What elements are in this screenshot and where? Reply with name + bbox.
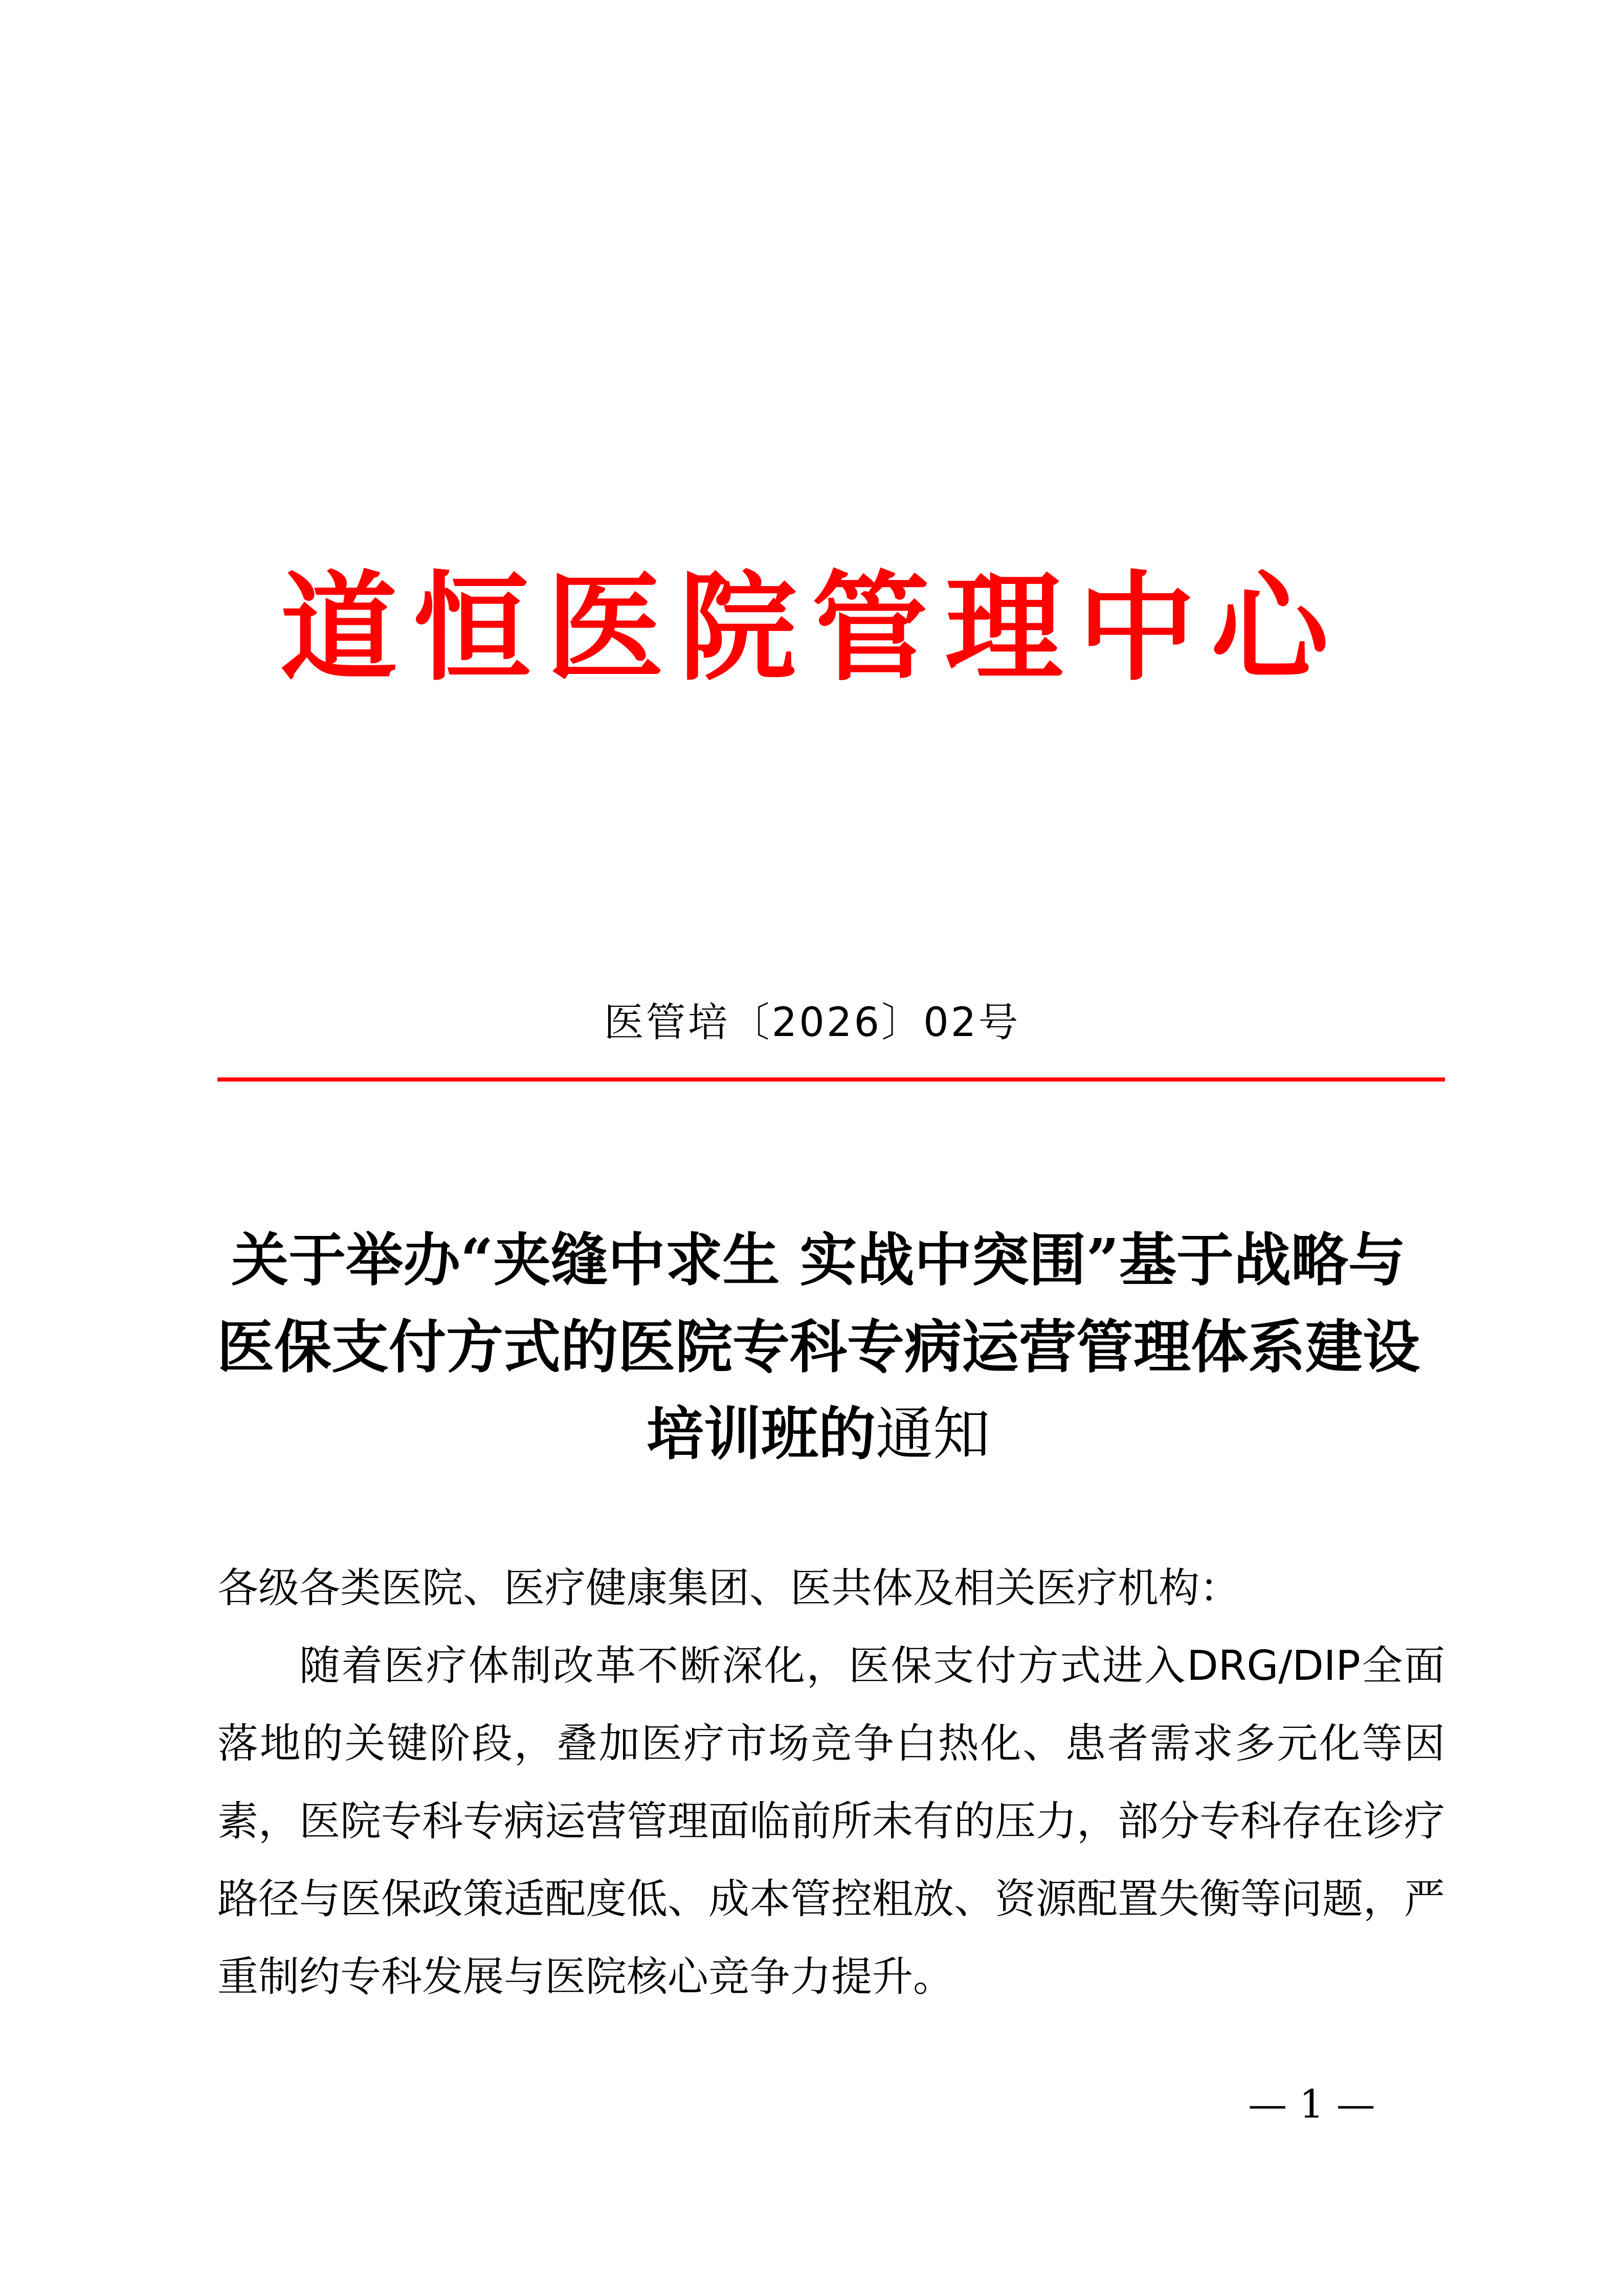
salutation: 各级各类医院、医疗健康集团、医共体及相关医疗机构：	[217, 1564, 1240, 1612]
notice-title-bold: 关于举办“夹缝中求生 实战中突围”基于战略与医保支付方式的医院专科专病运营管理体系建设培训班的	[217, 1227, 1420, 1468]
red-divider-line	[217, 1077, 1445, 1082]
notice-title-suffix: 通知	[876, 1401, 990, 1468]
document-number: 医管培〔2026〕02号	[604, 1000, 1020, 1046]
organization-title: 道恒医院管理中心	[280, 560, 1344, 697]
page-number: — 1 —	[1248, 2081, 1375, 2127]
notice-title	[205, 1217, 1432, 1478]
body-paragraph: 随着医疗体制改革不断深化，医保支付方式进入DRG/DIP全面落地的关键阶段，叠加医疗市场竞争白热化、患者需求多元化等因素，医院专科专病运营管理面临前所未有的压力，部分专科存在诊疗路径与医保政策适配度低、成本管控粗放、资源配置失衡等问题，严重制约专科发展与医院核心竞争力提升。	[217, 1642, 1445, 2000]
